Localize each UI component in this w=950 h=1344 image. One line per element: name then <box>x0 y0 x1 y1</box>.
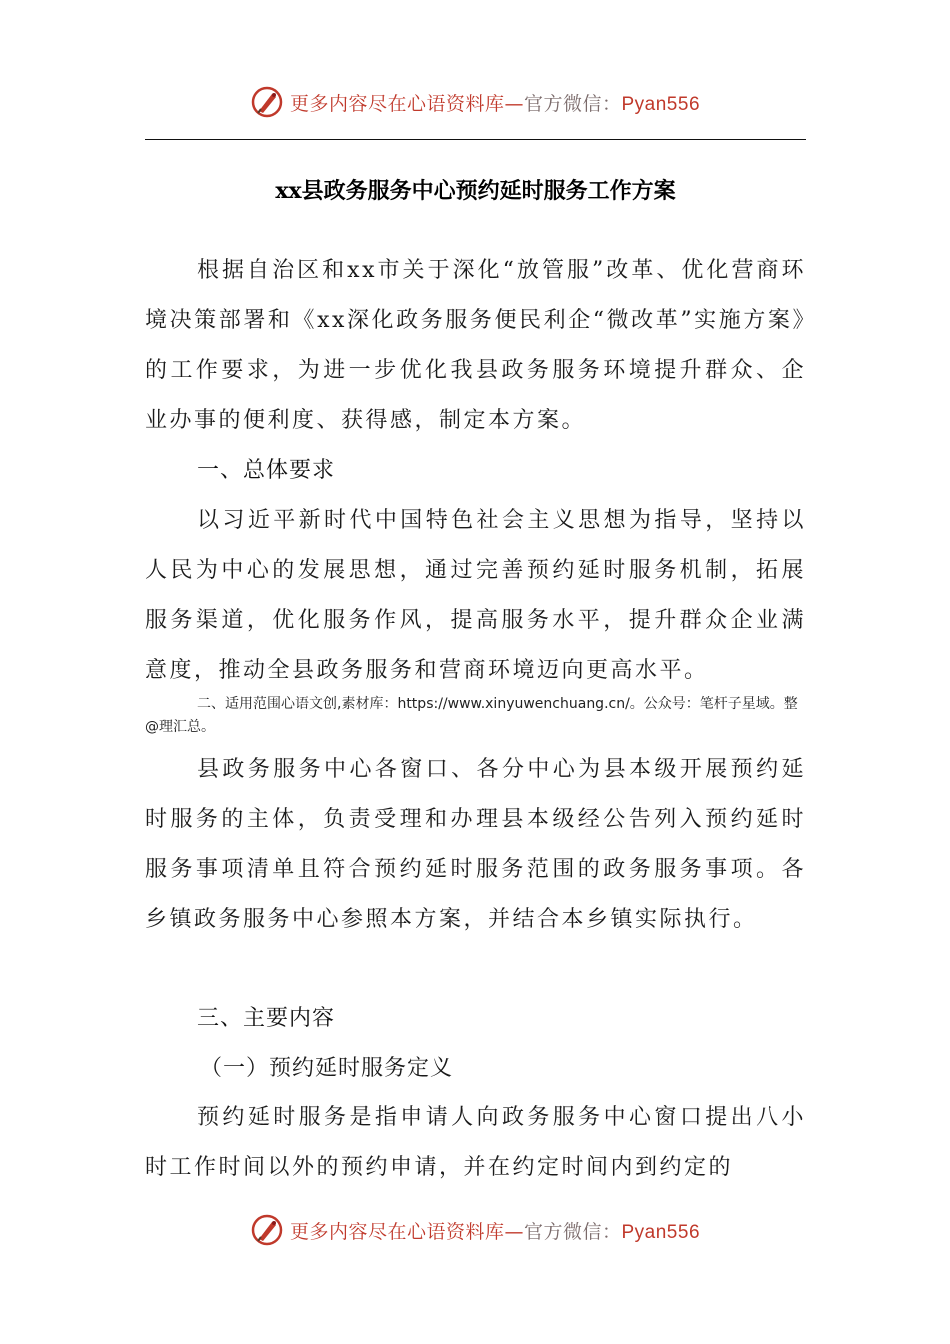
quill-pen-circle-icon <box>250 1213 284 1247</box>
banner-main-text: 更多内容尽在心语资料库 <box>289 92 505 115</box>
section1-paragraph: 以习近平新时代中国特色社会主义思想为指导，坚持以人民为中心的发展思想，通过完善预约延时服务机制，拓展服务渠道，优化服务作风，提高服务水平，提升群众企业满意度，推动全县政务服务和营商环境迈向更高水平。 <box>145 508 806 683</box>
intro-paragraph: 根据自治区和xx市关于深化“放管服”改革、优化营商环境决策部署和《xx深化政务服务便民利企“微改革”实施方案》的工作要求，为进一步优化我县政务服务环境提升群众、企业办事的便利度、获得感，制定本方案。 <box>145 258 806 433</box>
banner-separator: — <box>504 1220 524 1243</box>
banner-wechat-id: Pyan556 <box>621 1221 701 1243</box>
header-banner <box>0 82 950 122</box>
quill-pen-circle-icon <box>250 85 284 119</box>
banner-main-text: 更多内容尽在心语资料库 <box>289 1220 505 1243</box>
banner-text <box>290 1217 700 1244</box>
section3-paragraph: 预约延时服务是指申请人向政务服务中心窗口提出八小时工作时间以外的预约申请，并在约定时间内到约定的 <box>145 1105 806 1180</box>
section3-subheading-1: （一）预约延时服务定义 <box>200 1056 454 1081</box>
banner-wechat-label: 官方微信： <box>523 1220 622 1243</box>
banner-separator: — <box>504 92 524 115</box>
footer-banner <box>0 1210 950 1250</box>
banner-text <box>290 89 700 116</box>
banner-wechat-id: Pyan556 <box>621 93 701 115</box>
section1-heading: 一、总体要求 <box>197 458 336 483</box>
header-divider <box>145 139 806 140</box>
banner-wechat-label: 官方微信： <box>523 92 622 115</box>
section2-heading-note: 二、适用范围心语文创,素材库：https://www.xinyuwenchuang.cn/。公众号：笔杆子星域。整@理汇总。 <box>145 696 798 735</box>
section2-paragraph: 县政务服务中心各窗口、各分中心为县本级开展预约延时服务的主体，负责受理和办理县本级经公告列入预约延时服务事项清单且符合预约延时服务范围的政务服务事项。各乡镇政务服务中心参照本方案，并结合本乡镇实际执行。 <box>145 757 806 932</box>
section3-heading: 三、主要内容 <box>197 1006 336 1031</box>
document-title: xx县政务服务中心预约延时服务工作方案 <box>275 178 676 204</box>
